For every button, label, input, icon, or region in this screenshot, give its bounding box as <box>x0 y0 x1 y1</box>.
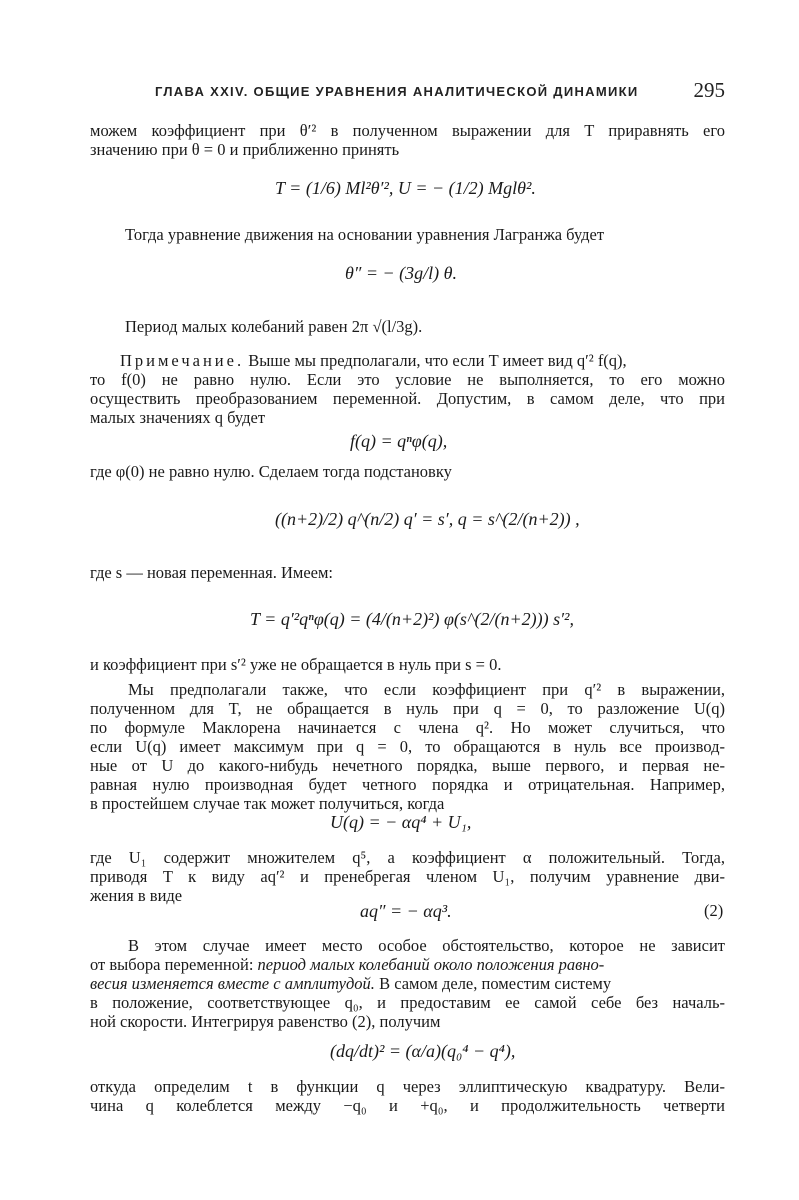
text-line <box>90 974 725 994</box>
text-line: Тогда уравнение движения на основании уравнения Лагранжа будет <box>125 225 605 244</box>
text-fragment: В самом деле, поместим систему <box>379 974 612 993</box>
running-header <box>155 78 725 104</box>
text-line: можем коэффициент при θ′² в полученном выражении для T приравнять его <box>90 121 725 140</box>
text-line: равная нулю производная будет четного порядка и отрицательная. Например, <box>90 775 725 794</box>
equation-1: T = (1/6) Ml²θ′², U = − (1/2) Mglθ². <box>275 178 536 198</box>
emphasis-text: период малых колебаний около положения равно- <box>257 955 605 974</box>
text-line: значению при θ = 0 и приближенно принять <box>90 140 400 159</box>
text-line: осуществить преобразованием переменной. Допустим, в самом деле, что при <box>90 389 725 408</box>
chapter-title: ГЛАВА XXIV. ОБЩИЕ УРАВНЕНИЯ АНАЛИТИЧЕСКОЙ ДИНАМИКИ <box>155 84 639 99</box>
equation-3: f(q) = qⁿφ(q), <box>350 431 448 451</box>
text-line: откуда определим t в функции q через эллиптическую квадратуру. Вели- <box>90 1077 725 1096</box>
text-line: в простейшем случае так может получиться, когда <box>90 794 445 813</box>
equation-8: (dq/dt)² = (α/a)(q₀⁴ − q⁴), <box>330 1041 516 1061</box>
text-line: малых значениях q будет <box>90 408 266 427</box>
text-line: где φ(0) не равно нулю. Сделаем тогда подстановку <box>90 462 452 481</box>
page-number: 295 <box>693 78 725 102</box>
text-line: Период малых колебаний равен 2π √(l/3g). <box>125 317 423 336</box>
text-line: по формуле Маклорена начинается с члена q². Но может случиться, что <box>90 718 725 737</box>
text-line: приводя T к виду aq′² и пренебрегая членом U₁, получим уравнение дви- <box>90 867 725 886</box>
text-line: где s — новая переменная. Имеем: <box>90 563 333 582</box>
text-line <box>90 955 725 975</box>
text-line: и коэффициент при s′² уже не обращается в нуль при s = 0. <box>90 655 502 674</box>
text-line: чина q колеблется между −q₀ и +q₀, и продолжительность четверти <box>90 1096 725 1115</box>
text-fragment: от выбора переменной: <box>90 955 254 974</box>
text-line: где U₁ содержит множителем q⁵, а коэффициент α положительный. Тогда, <box>90 848 725 867</box>
text-line: если U(q) имеет максимум при q = 0, то обращаются в нуль все производ- <box>90 737 725 756</box>
emphasis-text: весия изменяется вместе с амплитудой. <box>90 974 375 993</box>
equation-4: ((n+2)/2) q^(n/2) q′ = s′, q = s^(2/(n+2)) , <box>275 509 580 529</box>
text-line: В этом случае имеет место особое обстоятельство, которое не зависит <box>128 936 725 955</box>
text-line: полученном для T, не обращается в нуль при q = 0, то разложение U(q) <box>90 699 725 718</box>
text-line: то f(0) не равно нулю. Если это условие не выполняется, то его можно <box>90 370 725 389</box>
equation-5: T = q′²qⁿφ(q) = (4/(n+2)²) φ(s^(2/(n+2))) s′², <box>250 609 574 629</box>
text-line: ные от U до какого-нибудь нечетного порядка, выше первого, и первая не- <box>90 756 725 775</box>
text-line: Выше мы предполагали, что если T имеет вид q′² f(q), <box>248 351 627 370</box>
note-label: Примечание. <box>120 351 245 370</box>
text-line: жения в виде <box>90 886 183 905</box>
equation-6: U(q) = − αq⁴ + U₁, <box>330 812 472 832</box>
equation-2: θ″ = − (3g/l) θ. <box>345 263 457 283</box>
equation-number: (2) <box>704 901 724 920</box>
text-line: ной скорости. Интегрируя равенство (2), получим <box>90 1012 441 1031</box>
text-line: Мы предполагали также, что если коэффициент при q′² в выражении, <box>128 680 725 699</box>
equation-7: aq″ = − αq³. <box>360 901 452 921</box>
note-paragraph <box>120 351 627 371</box>
text-line: в положение, соответствующее q₀, и предоставим ее самой себе без началь- <box>90 993 725 1012</box>
